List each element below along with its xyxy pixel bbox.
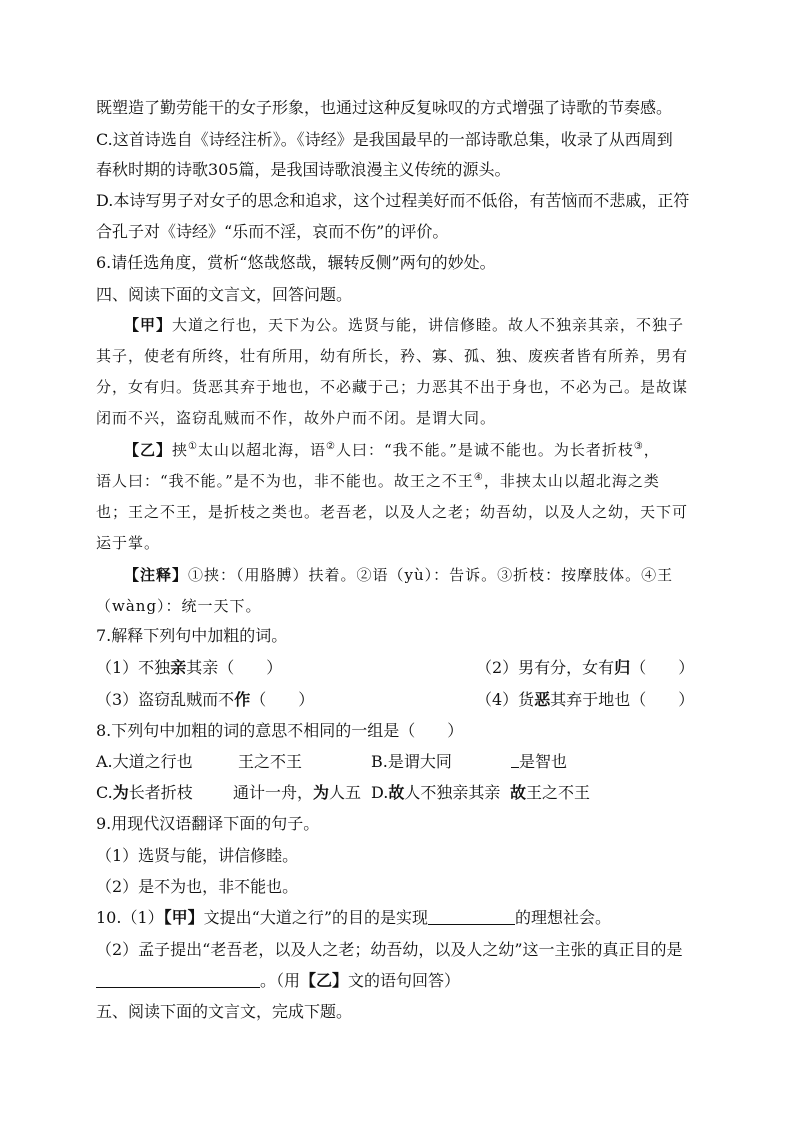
q7-item-3-pre: （3）盗窃乱贼而不	[96, 690, 235, 709]
q7-item-4-pre: （4）货	[476, 690, 535, 709]
q10-jia-tag: 【甲】	[163, 908, 204, 927]
q8-option-a-1: A.大道之行也	[96, 752, 193, 771]
q10-text-3: 。（用	[260, 971, 301, 990]
question-8-stem: 8.下列句中加粗的词的意思不相同的一组是（ ）	[96, 721, 464, 740]
q7-item-3-bold: 作	[234, 690, 251, 709]
q8-option-c-2	[233, 781, 361, 805]
q8-option-d-bold-1: 故	[388, 783, 405, 802]
question-9-item-2: （2）是不为也，非不能也。	[96, 877, 299, 896]
q8-option-d-2	[510, 781, 590, 805]
footnote-marker-1: ①	[188, 441, 198, 452]
q7-item-2-post: （ ）	[630, 658, 695, 677]
question-8-row-1	[96, 750, 568, 774]
q10-text-4: 文的语句回答）	[348, 971, 461, 990]
q8-option-c-text-2a: 通计一舟，	[233, 783, 314, 802]
question-9-item-1: （1）选贤与能，讲信修睦。	[96, 846, 299, 865]
q10-answer-blank-2[interactable]	[96, 970, 260, 988]
question-7-row-2	[96, 688, 695, 712]
q10-text-1: 文提出“大道之行”的目的是实现	[203, 908, 429, 927]
footnote-marker-4: ④	[473, 472, 484, 483]
question-10-part-2-cont	[96, 969, 460, 993]
question-10-part-2: （2）孟子提出“老吾老，以及人之老；幼吾幼，以及人之幼”这一主张的真正目的是	[96, 940, 683, 959]
q8-option-c-label: C.	[96, 783, 113, 802]
q8-option-b-1: B.是谓大同	[371, 752, 452, 771]
q7-item-3-post: （ ）	[250, 690, 315, 709]
q7-item-2	[476, 656, 694, 680]
annotations-line-1	[124, 563, 673, 587]
question-6: 6.请任选角度，赏析“悠哉悠哉，辗转反侧”两句的妙处。	[96, 253, 496, 272]
q10-label: 10.（1）	[96, 908, 164, 927]
q7-item-2-pre: （2）男有分，女有	[476, 658, 615, 677]
q7-item-4-post: 其弃于地也（ ）	[550, 690, 695, 709]
footnote-marker-3: ③	[633, 441, 644, 452]
q7-item-1	[96, 658, 282, 677]
q7-item-1-post: 其亲（ ）	[186, 658, 283, 677]
passage-yi-line-3: 也；王之不王，是折枝之类也。老吾老，以及人之老；幼吾幼，以及人之幼，天下可	[96, 503, 689, 521]
section-4-heading: 四、阅读下面的文言文，回答问题。	[96, 285, 353, 304]
q7-item-2-bold: 归	[614, 658, 631, 677]
q8-option-c-text-2b: 人五	[329, 783, 362, 802]
q8-option-b-underline	[511, 752, 519, 768]
q7-item-4-bold: 恶	[534, 690, 551, 709]
question-7-row-1	[96, 656, 695, 680]
question-8-row-2	[96, 781, 591, 805]
q8-option-a-2: 王之不王	[238, 752, 303, 771]
q7-item-4	[476, 688, 694, 712]
passage-yi-text-a: 挟	[172, 441, 189, 459]
q7-item-3	[96, 690, 314, 709]
option-c-line-2: 春秋时期的诗歌305篇，是我国诗歌浪漫主义传统的源头。	[96, 160, 511, 179]
q8-option-d-text-1: 人不独亲其亲	[404, 783, 501, 802]
passage-yi-text-2b: ，非挟太山以超北海之类	[483, 472, 660, 490]
footnote-marker-2: ②	[326, 441, 336, 452]
option-c-line-1: C.这首诗选自《诗经注析》。《诗经》是我国最早的一部诗歌总集，收录了从西周到	[96, 130, 673, 149]
passage-yi-text-b: 太山以超北海，语	[198, 441, 327, 459]
q8-option-b-2-text: 是智也	[519, 752, 568, 771]
section-5-heading: 五、阅读下面的文言文，完成下题。	[96, 1002, 353, 1021]
option-d-line-2: 合孔子对《诗经》“乐而不淫，哀而不伤”的评价。	[96, 222, 449, 241]
option-b-continued: 既塑造了勤劳能干的女子形象，也通过这种反复咏叹的方式增强了诗歌的节奏感。	[96, 98, 673, 117]
question-10-part-1	[96, 906, 611, 930]
passage-jia-line-3: 分，女有归。货恶其弃于地也，不必藏于己；力恶其不出于身也，不必为己。是故谋	[96, 378, 689, 396]
passage-jia-text-1: 大道之行也，天下为公。选贤与能，讲信修睦。故人不独亲其亲，不独子	[172, 316, 685, 334]
q8-option-d-label: D.	[371, 783, 389, 802]
option-d-line-1: D.本诗写男子对女子的思念和追求，这个过程美好而不低俗，有苦恼而不悲戚，正符	[96, 191, 690, 210]
passage-yi-text-c: 人曰：“我不能。”是诚不能也。为长者折枝	[335, 441, 634, 459]
passage-yi-text-d: ，	[643, 441, 660, 459]
passage-yi-line-1	[124, 438, 660, 462]
passage-jia-line-4: 闭而不兴，盗窃乱贼而不作，故外户而不闭。是谓大同。	[96, 409, 497, 427]
q7-item-1-pre: （1）不独	[96, 658, 171, 677]
question-7-stem: 7.解释下列句中加粗的词。	[96, 626, 288, 645]
passage-yi-line-2	[96, 469, 660, 493]
q7-item-1-bold: 亲	[170, 658, 187, 677]
q8-option-c-bold-2: 为	[313, 783, 330, 802]
q8-option-c-text-1: 长者折枝	[128, 783, 193, 802]
q8-option-d-text-2: 王之不王	[526, 783, 591, 802]
q10-answer-blank-1[interactable]	[428, 907, 515, 925]
annotations-line-2: （wàng）：统一天下。	[96, 597, 262, 615]
q8-option-c-bold-1: 为	[112, 783, 129, 802]
annotations-text-1: ①挟：（用胳膊）扶着。②语（yù）：告诉。③折枝：按摩肢体。④王	[188, 566, 674, 584]
passage-yi-line-4: 运于掌。	[96, 534, 161, 552]
q8-option-c-1	[96, 783, 193, 802]
passage-jia-tag: 【甲】	[124, 316, 173, 334]
passage-jia-line-1	[124, 313, 684, 337]
annotations-tag: 【注释】	[124, 566, 189, 584]
passage-jia-line-2: 其子，使老有所终，壮有所用，幼有所长，矜、寡、孤、独、废疾者皆有所养，男有	[96, 347, 689, 365]
passage-yi-tag: 【乙】	[124, 441, 173, 459]
question-9-stem: 9.用现代汉语翻译下面的句子。	[96, 814, 320, 833]
passage-yi-text-2a: 语人曰：“我不能。”是不为也，非不能也。故王之不王	[96, 472, 474, 490]
q10-text-2: 的理想社会。	[515, 908, 612, 927]
q8-option-d-bold-2: 故	[510, 783, 527, 802]
q10-yi-tag: 【乙】	[300, 971, 349, 990]
q8-option-d-1	[371, 781, 500, 805]
q8-option-b-2	[511, 750, 567, 774]
